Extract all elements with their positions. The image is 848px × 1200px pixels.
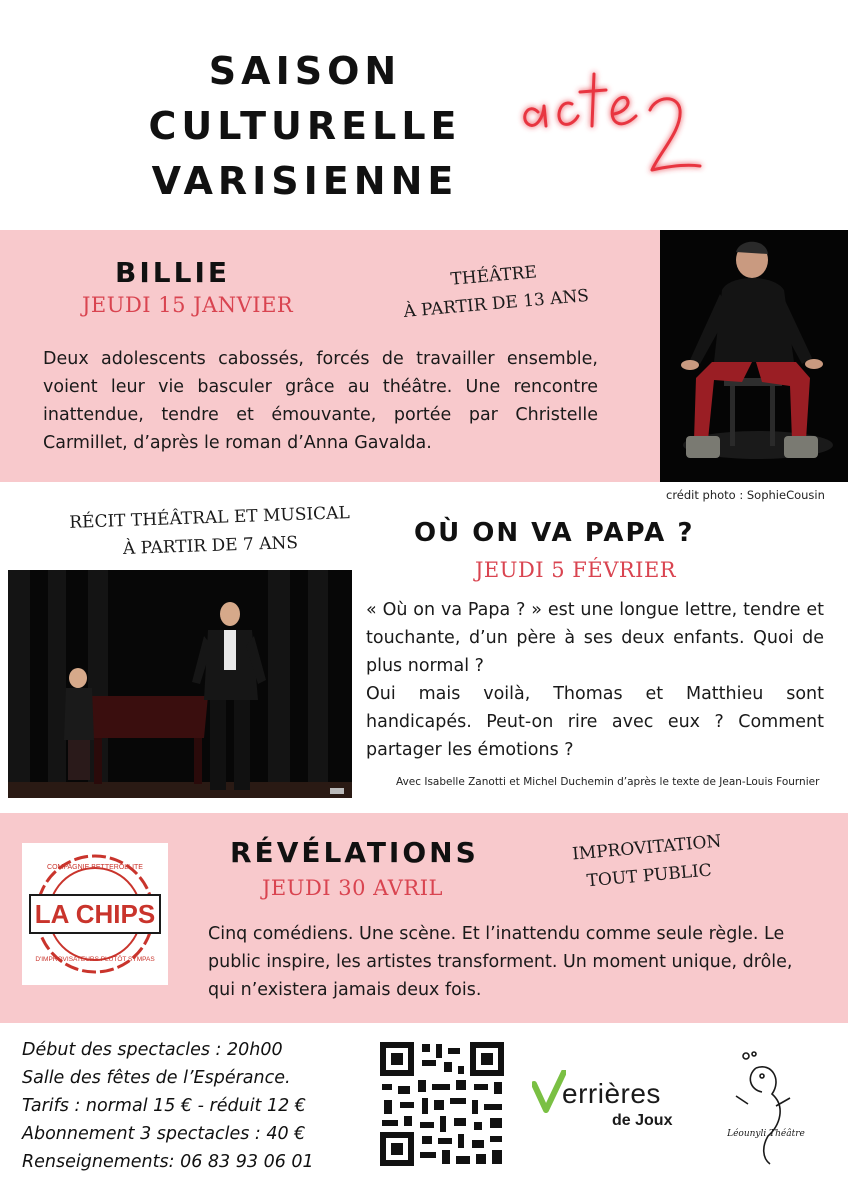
practical-info (22, 1036, 367, 1176)
info-subscription: Abonnement 3 spectacles : 40 € (22, 1124, 306, 1144)
info-prices: Tarifs : normal 15 € - réduit 12 € (22, 1096, 306, 1116)
papa-cast: Avec Isabelle Zanotti et Michel Duchemin d’après le texte de Jean-Louis Fournier (396, 776, 820, 788)
papa-date: JEUDI 5 FÉVRIER (475, 558, 677, 582)
papa-description-p2: Oui mais voilà, Thomas et Matthieu sont handicapés. Peut-on rire avec eux ? Comment partager les émotions ? (366, 684, 824, 760)
papa-description (366, 596, 824, 764)
photo-credit: crédit photo : SophieCousin (666, 488, 825, 502)
papa-photo (8, 570, 352, 798)
qr-code[interactable] (378, 1040, 506, 1168)
revelations-genre-line-2: TOUT PUBLIC (585, 860, 713, 892)
papa-genre-line-1: RÉCIT THÉÂTRAL ET MUSICAL (68, 503, 351, 533)
la-chips-wordmark: LA CHIPS (34, 899, 156, 929)
verrieres-v-mark (532, 1070, 566, 1114)
papa-photo-art (8, 570, 352, 798)
verrieres-name: errières (562, 1078, 661, 1109)
papa-description-p1: « Où on va Papa ? » est une longue lettre, tendre et touchante, d’un père à ses deux enfants. Quoi de plus normal ? (366, 600, 824, 676)
title-line-1: SAISON (208, 49, 402, 93)
title-line-2: CULTURELLE (148, 104, 462, 148)
main-title (100, 44, 510, 209)
verrieres-subtitle: de Joux (612, 1112, 673, 1129)
la-chips-bottom-text: D'IMPROVISATEURS PLUTÔT SYMPAS (35, 956, 155, 963)
acte-2-neon-logo (510, 40, 740, 200)
papa-genre (35, 498, 385, 566)
la-chips-top-text: COMPAGNIE BETTEROLLITE (47, 864, 143, 871)
info-contact: Renseignements: 06 83 93 06 01 (22, 1152, 314, 1172)
billie-date: JEUDI 15 JANVIER (82, 293, 294, 317)
revelations-description: Cinq comédiens. Une scène. Et l’inattendu comme seule règle. Le public inspire, les artistes transforment. Un moment unique, drôle, qui n’existera jamais deux fois. (208, 924, 793, 1000)
papa-title: OÙ ON VA PAPA ? (414, 518, 695, 548)
revelations-genre-line-1: IMPROVITATION (571, 831, 723, 865)
info-venue: Salle des fêtes de l’Espérance. (22, 1068, 291, 1088)
billie-description: Deux adolescents cabossés, forcés de travailler ensemble, voient leur vie basculer grâce au théâtre. Une rencontre inattendue, tendre et émouvante, portée par Christelle Carmillet, d’après le roman d’Anna Gavalda. (43, 349, 598, 453)
la-chips-logo (22, 843, 168, 985)
papa-genre-line-2: À PARTIR DE 7 ANS (122, 532, 299, 560)
qr-code-art (378, 1040, 506, 1168)
revelations-date: JEUDI 30 AVRIL (262, 876, 443, 900)
info-start-time: Début des spectacles : 20h00 (22, 1040, 283, 1060)
theatre-company-logo-art (716, 1050, 816, 1170)
la-chips-logo-art (22, 843, 168, 985)
theatre-company-name: Léounyli Théâtre (727, 1129, 805, 1139)
billie-photo-art (660, 230, 848, 482)
billie-photo (660, 230, 848, 482)
billie-title: BILLIE (115, 256, 230, 289)
revelations-title: RÉVÉLATIONS (230, 836, 479, 869)
theatre-company-logo (716, 1050, 816, 1170)
title-line-3: VARISIENNE (151, 159, 459, 203)
billie-genre-line-1: THÉÂTRE (449, 262, 538, 290)
billie-genre-line-2: À PARTIR DE 13 ANS (402, 285, 590, 323)
verrieres-de-joux-logo (532, 1068, 697, 1140)
